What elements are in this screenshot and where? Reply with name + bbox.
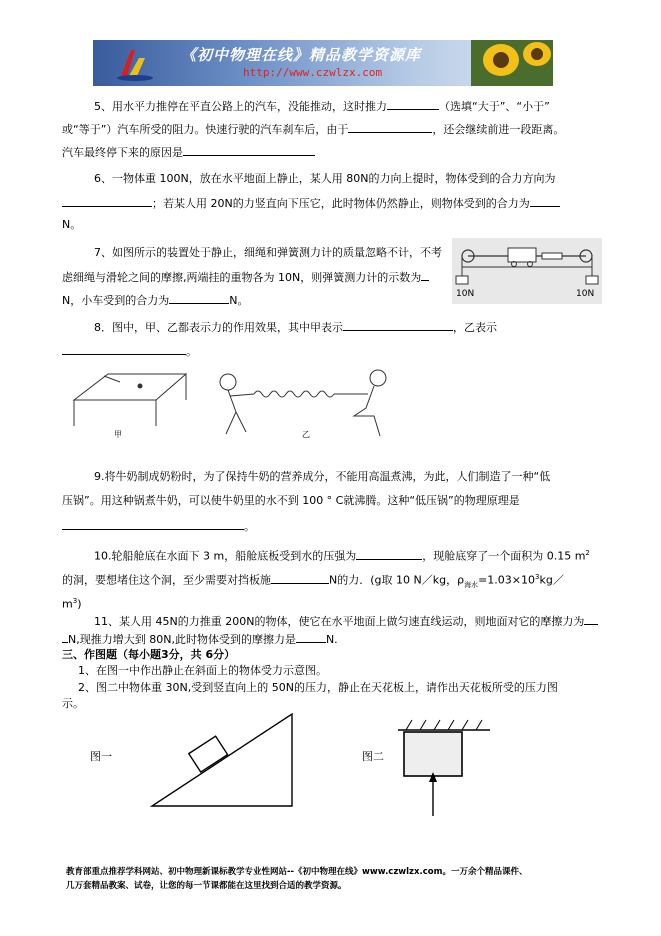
q11-text: 11、某人用 45N的力推重 200N的物体，使它在水平地面上做匀速直线运动，则地面对它的摩擦力为 bbox=[94, 615, 585, 628]
q10-line2 bbox=[62, 570, 564, 592]
incline-icon bbox=[152, 714, 292, 806]
q9-line2: 压锅”。用这种锅煮牛奶，可以使牛奶里的水不到 100 ° C就沸腾。这种“低压锅”的物理原理是 bbox=[62, 494, 520, 507]
q6-blank2[interactable] bbox=[530, 195, 560, 207]
q11-blank3[interactable] bbox=[296, 631, 326, 643]
section3-q2-line2: 示。 bbox=[62, 697, 84, 710]
q11-blank1[interactable] bbox=[584, 613, 598, 625]
q10-text: ，现舱底穿了一个面积为 0.15 m bbox=[422, 549, 586, 563]
section3-q2-line1: 2、图二中物体重 30N,受到竖直向上的 50N的压力，静止在天花板上，请作出天花板所受的压力图 bbox=[78, 681, 558, 694]
q6-blank1[interactable] bbox=[62, 195, 152, 207]
q5-line2 bbox=[62, 121, 564, 137]
banner-title: 《初中物理在线》精品教学资源库 bbox=[181, 46, 422, 64]
table-ball-icon bbox=[74, 374, 186, 439]
q9-text: 。 bbox=[244, 520, 255, 533]
pulley-cart-figure bbox=[452, 238, 602, 304]
q9-blank1[interactable] bbox=[62, 518, 244, 530]
right-weight-icon bbox=[586, 276, 598, 284]
q5-text: （选填“大于”、“小于” bbox=[439, 100, 550, 113]
q6-line2 bbox=[62, 195, 560, 211]
q8-line2 bbox=[62, 343, 197, 359]
footer-line1: 教育部重点推荐学科网站、初中物理新课标教学专业性网站--《初中物理在线》www.czwlzx.com。一万余个精品课件、 bbox=[66, 867, 528, 877]
q5-text: ，还会继续前进一段距离。 bbox=[432, 123, 565, 136]
q10-text: N的力．(g取 10 N／kg，ρ bbox=[329, 573, 465, 587]
object-block-icon bbox=[404, 732, 462, 776]
q8-blank1[interactable] bbox=[343, 319, 453, 331]
q8-text: 8．图中，甲、乙都表示力的作用效果，其中甲表示 bbox=[94, 321, 343, 334]
q10-blank2[interactable] bbox=[271, 572, 329, 584]
q5-text: 5、用水平力推停在平直公路上的汽车，没能推动，这时推力 bbox=[94, 100, 387, 113]
q5-blank2[interactable] bbox=[348, 121, 432, 133]
q8-line1 bbox=[94, 319, 497, 335]
q10-text: ) bbox=[77, 597, 82, 611]
q6-text: ；若某人用 20N的力竖直向下压它，此时物体仍然静止，则物体受到的合力为 bbox=[152, 197, 530, 210]
q7-blank1[interactable] bbox=[421, 269, 429, 281]
q8-text: ，乙表示 bbox=[453, 321, 497, 334]
q5-line3 bbox=[62, 144, 315, 160]
q11-text: N. bbox=[325, 633, 338, 646]
q6-line3: N。 bbox=[62, 218, 82, 231]
q7-blank2[interactable] bbox=[169, 292, 229, 304]
q7-text: N。 bbox=[229, 294, 249, 307]
footer-line2: 几万套精品教案、试卷，让您的每一节课都能在这里找到合适的教学资源。 bbox=[66, 881, 347, 891]
right-weight-label: 10N bbox=[576, 289, 595, 299]
q8-text: 。 bbox=[186, 345, 197, 358]
q11-line2 bbox=[62, 631, 338, 647]
q10-sup: 3 bbox=[72, 597, 78, 605]
header-banner bbox=[93, 40, 553, 86]
q10-blank1[interactable] bbox=[356, 548, 422, 560]
site-logo-icon bbox=[115, 46, 155, 82]
q9-line3 bbox=[62, 518, 255, 534]
q5-blank1[interactable] bbox=[387, 98, 439, 110]
q10-text: kg／ bbox=[539, 573, 564, 587]
sunflower-icon bbox=[471, 40, 553, 86]
q10-text: 10.轮船舱底在水面下 3 m，船舱底板受到水的压强为 bbox=[94, 549, 357, 563]
fig-label-yi: 乙 bbox=[302, 430, 310, 439]
q10-line1 bbox=[94, 546, 590, 564]
force-effect-figure bbox=[68, 364, 410, 442]
block-on-incline-icon bbox=[189, 736, 228, 772]
figure2-label: 图二 bbox=[362, 750, 384, 763]
section3-title: 三、作图题（每小题3分，共 6分） bbox=[62, 648, 236, 661]
q7-line3 bbox=[62, 292, 248, 308]
left-weight-label: 10N bbox=[456, 289, 475, 299]
ceiling-figure bbox=[396, 716, 494, 820]
cart-icon bbox=[508, 248, 536, 262]
q5-line1 bbox=[94, 98, 550, 114]
q6-line1: 6、一物体重 100N，放在水平地面上静止，某人用 80N的力向上提时，物体受到的合力方向为 bbox=[94, 172, 556, 185]
q7-text: 虑细绳与滑轮之间的摩擦,两端挂的重物各为 10N，则弹簧测力计的示数为 bbox=[62, 271, 422, 284]
q11-line1 bbox=[94, 613, 598, 629]
q11-text: N,现推力增大到 80N,此时物体受到的摩擦力是 bbox=[68, 633, 296, 646]
q10-text: m bbox=[62, 597, 73, 611]
q10-sup: 2 bbox=[585, 549, 590, 557]
q8-blank2[interactable] bbox=[62, 343, 186, 355]
q5-text: 或“等于”）汽车所受的阻力。快速行驶的汽车刹车后，由于 bbox=[62, 123, 349, 136]
q7-line2 bbox=[62, 269, 429, 285]
q7-line1: 7、如图所示的装置处于静止，细绳和弹簧测力计的质量忽略不计，不考 bbox=[94, 246, 442, 259]
tug-spring-icon bbox=[220, 370, 386, 439]
q7-text: N，小车受到的合力为 bbox=[62, 294, 170, 307]
left-weight-icon bbox=[456, 276, 468, 284]
q9-line1: 9.将牛奶制成奶粉时，为了保持牛奶的营养成分，不能用高温煮沸，为此，人们制造了一种“低 bbox=[94, 470, 551, 483]
q10-text: 的洞，要想堵住这个洞，至少需要对挡板施 bbox=[62, 573, 271, 587]
q10-text: =1.03×10 bbox=[478, 573, 535, 587]
q10-sup: 3 bbox=[535, 573, 540, 581]
q10-line3 bbox=[62, 594, 81, 612]
spring-scale-icon bbox=[542, 253, 562, 259]
figure1-label: 图一 bbox=[90, 750, 112, 763]
incline-figure bbox=[148, 710, 298, 810]
q5-blank3[interactable] bbox=[183, 144, 315, 156]
section3-q1: 1、在图一中作出静止在斜面上的物体受力示意图。 bbox=[78, 664, 327, 677]
banner-url[interactable]: http://www.czwlzx.com bbox=[243, 66, 383, 79]
q10-sub: 海水 bbox=[464, 580, 479, 589]
fig-label-jia: 甲 bbox=[114, 430, 122, 439]
q5-text: 汽车最终停下来的原因是 bbox=[62, 146, 183, 159]
